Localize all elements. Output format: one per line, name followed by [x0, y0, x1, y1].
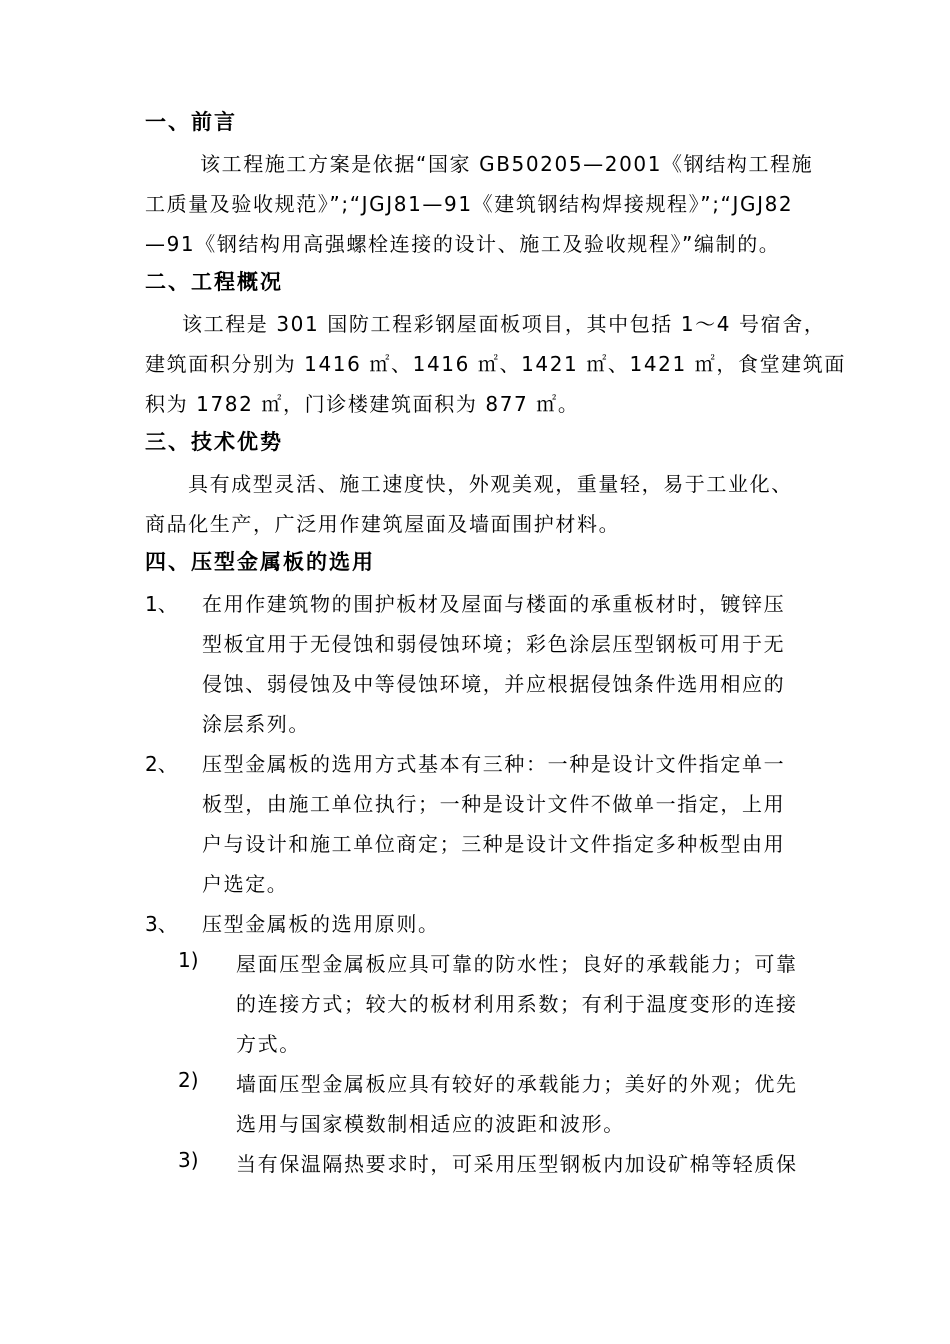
sub-item-line: 墙面压型金属板应具有较好的承载能力；美好的外观；优先 [236, 1072, 798, 1096]
section-heading-selection: 四、压型金属板的选用 [145, 550, 375, 574]
overview-line: 积为 1782 ㎡，门诊楼建筑面积为 877 ㎡。 [145, 392, 580, 416]
preface-line: 工质量及验收规范》”;“JGJ81—91《建筑钢结构焊接规程》”;“JGJ82 [145, 192, 794, 216]
sub-item-line: 当有保温隔热要求时，可采用压型钢板内加设矿棉等轻质保 [236, 1152, 798, 1176]
preface-line: —91《钢结构用高强螺栓连接的设计、施工及验收规程》”编制的。 [145, 232, 781, 256]
advantages-line: 商品化生产，广泛用作建筑屋面及墙面围护材料。 [145, 512, 621, 536]
section-heading-advantages: 三、技术优势 [145, 430, 283, 454]
list-item-number: 2、 [145, 752, 178, 776]
overview-line: 该工程是 301 国防工程彩钢屋面板项目，其中包括 1～4 号宿舍， [182, 312, 826, 336]
sub-item-line: 方式。 [236, 1032, 301, 1056]
sub-item-number: 3) [178, 1148, 199, 1172]
list-item-line: 涂层系列。 [202, 712, 310, 736]
section-heading-preface: 一、前言 [145, 110, 237, 134]
list-item-line: 在用作建筑物的围护板材及屋面与楼面的承重板材时，镀锌压 [202, 592, 786, 616]
sub-item-line: 屋面压型金属板应具可靠的防水性；良好的承载能力；可靠 [236, 952, 798, 976]
advantages-line: 具有成型灵活、施工速度快，外观美观，重量轻，易于工业化、 [188, 472, 793, 496]
sub-item-number: 2) [178, 1068, 199, 1092]
list-item-line: 侵蚀、弱侵蚀及中等侵蚀环境，并应根据侵蚀条件选用相应的 [202, 672, 786, 696]
sub-item-number: 1) [178, 948, 199, 972]
sub-item-line: 的连接方式；较大的板材利用系数；有利于温度变形的连接 [236, 992, 798, 1016]
overview-line: 建筑面积分别为 1416 ㎡、1416 ㎡、1421 ㎡、1421 ㎡，食堂建筑面 [145, 352, 846, 376]
sub-item-line: 选用与国家模数制相适应的波距和波形。 [236, 1112, 625, 1136]
preface-line: 该工程施工方案是依据“国家 GB50205—2001《钢结构工程施 [200, 152, 814, 176]
list-item-number: 1、 [145, 592, 178, 616]
section-heading-overview: 二、工程概况 [145, 270, 283, 294]
list-item-line: 压型金属板的选用原则。 [202, 912, 440, 936]
list-item-line: 压型金属板的选用方式基本有三种：一种是设计文件指定单一 [202, 752, 786, 776]
list-item-line: 板型，由施工单位执行；一种是设计文件不做单一指定，上用 [202, 792, 786, 816]
list-item-line: 户选定。 [202, 872, 289, 896]
list-item-line: 型板宜用于无侵蚀和弱侵蚀环境；彩色涂层压型钢板可用于无 [202, 632, 786, 656]
list-item-line: 户与设计和施工单位商定；三种是设计文件指定多种板型由用 [202, 832, 786, 856]
list-item-number: 3、 [145, 912, 178, 936]
